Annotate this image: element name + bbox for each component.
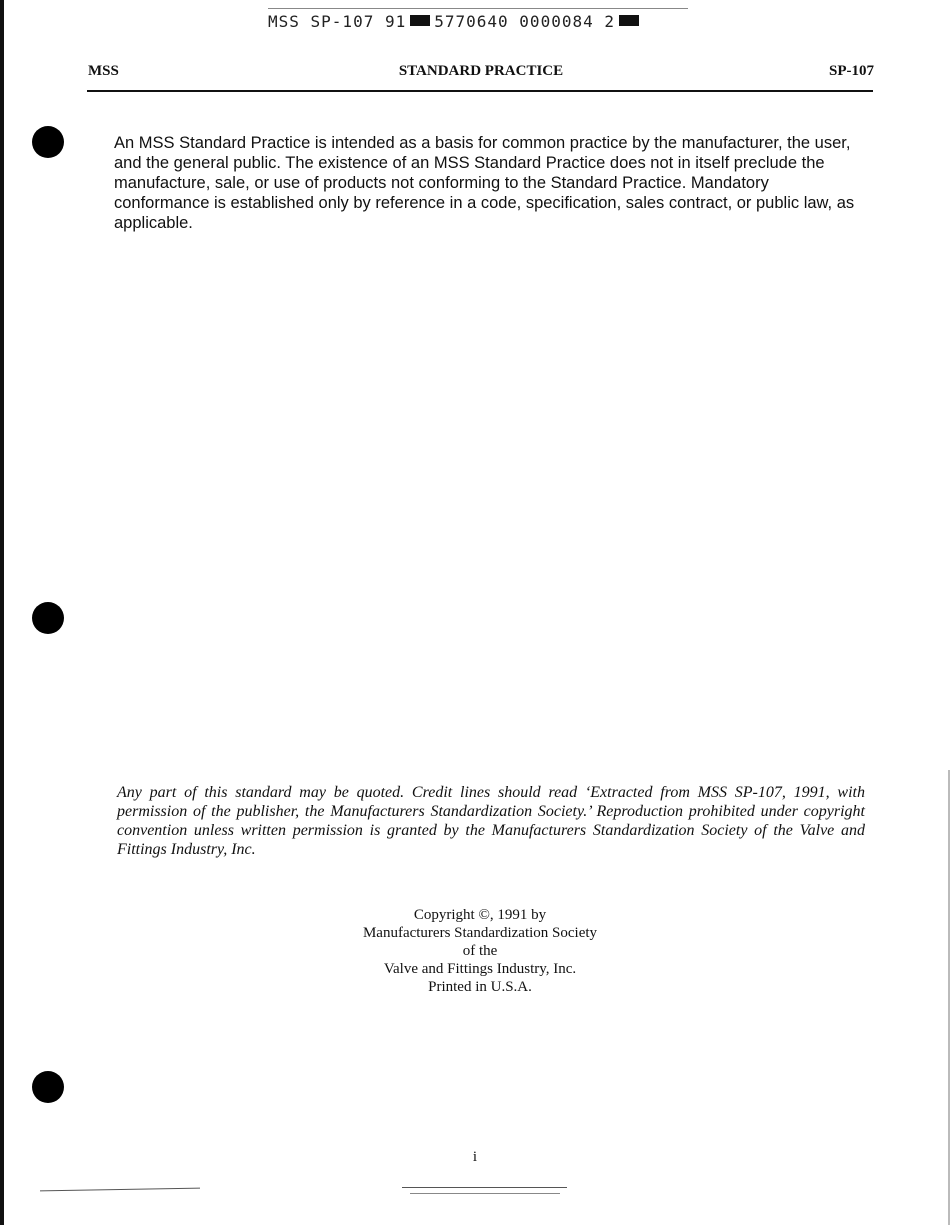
header-title: STANDARD PRACTICE — [398, 63, 564, 79]
scan-header-part2: 5770640 0000084 2 — [434, 12, 615, 31]
copyright-block — [325, 906, 635, 996]
copyright-line: of the — [462, 943, 498, 959]
scan-header-text — [268, 12, 643, 31]
copyright-line: Copyright ©, 1991 by — [413, 907, 547, 923]
copyright-line: Valve and Fittings Industry, Inc. — [383, 961, 577, 977]
scan-block-mark — [410, 15, 430, 26]
punch-hole — [32, 602, 64, 634]
scan-stroke — [40, 1188, 200, 1192]
punch-hole — [32, 126, 64, 158]
header-doc-number: SP-107 — [829, 63, 874, 79]
punch-hole — [32, 1071, 64, 1103]
scan-header-rule — [268, 8, 688, 9]
scan-header-part1: MSS SP-107 91 — [268, 12, 407, 31]
scan-stroke — [402, 1187, 567, 1188]
page-number: i — [472, 1149, 478, 1165]
copyright-line: Printed in U.S.A. — [428, 979, 532, 995]
header-left: MSS — [88, 63, 119, 79]
scan-left-edge — [0, 0, 4, 1225]
header-rule — [87, 90, 873, 92]
scan-stroke — [410, 1193, 560, 1194]
scan-block-mark — [619, 15, 639, 26]
copyright-line: Manufacturers Standardization Society — [362, 925, 598, 941]
intro-paragraph: An MSS Standard Practice is intended as a basis for common practice by the manufacturer, the user, and the general public. The existence of an MSS Standard Practice does not in itself preclude the manufacture, sale, or use of products not conforming to the Standard Practice. Mandatory conformance is established only by reference in a code, specification, sales contract, or public law, as applicable. — [114, 134, 855, 232]
quotation-notice: Any part of this standard may be quoted. Credit lines should read ‘Extracted from MSS SP-107, 1991, with permission of the publisher, the Manufacturers Standardization Society.’ Reproduction prohibited under copyright convention unless written permission is granted by the Manufacturers Standardization Society of the Valve and Fittings Industry, Inc. — [117, 784, 865, 858]
